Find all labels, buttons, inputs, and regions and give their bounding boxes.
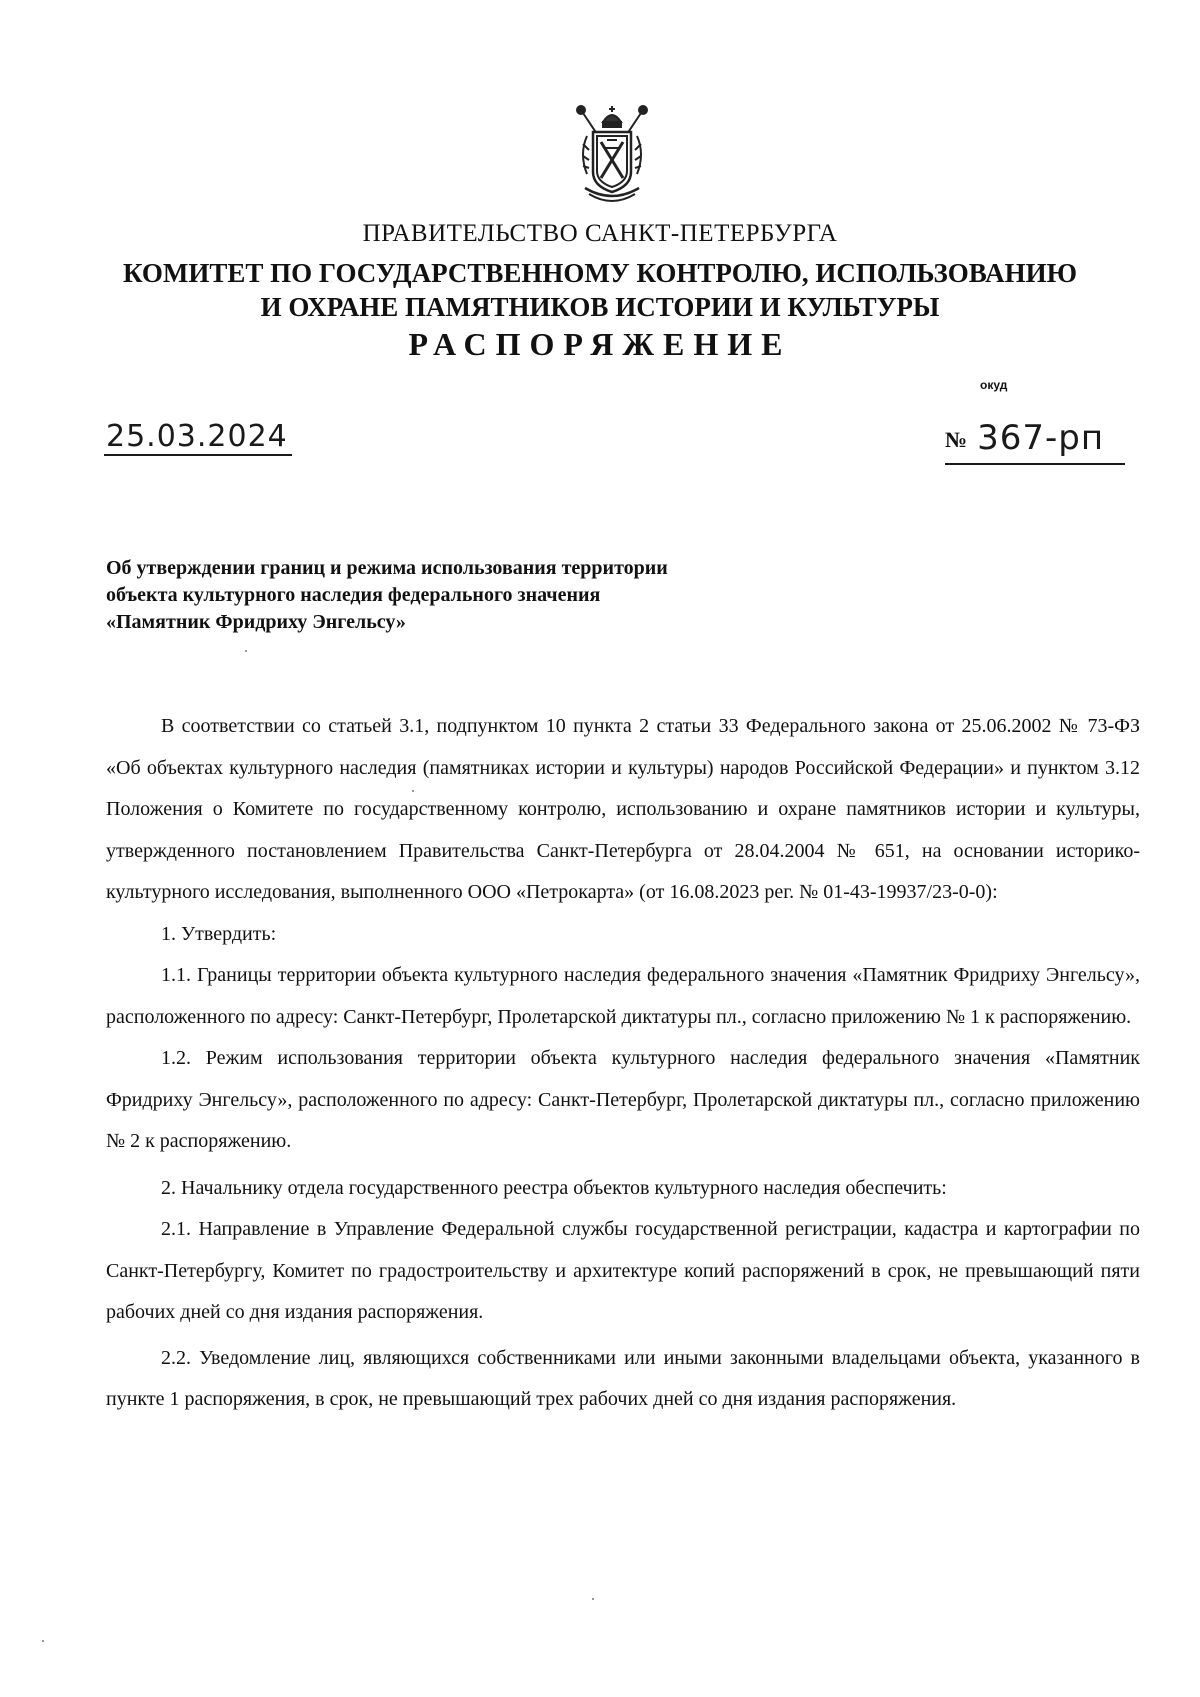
document-date: 25.03.2024 xyxy=(104,420,292,456)
st-petersburg-coat-of-arms-icon xyxy=(573,104,651,204)
item-2-2: 2.2. Уведомление лиц, являющихся собственниками или иными законными владельцами объекта, указанного в пункте 1 распоряжения, в срок, не превышающий трех рабочих дней со дня издания распоряжения. xyxy=(106,1346,1140,1410)
okud-label: окуд xyxy=(980,378,1008,392)
number-sign: № xyxy=(945,427,968,452)
item-1-1: 1.1. Границы территории объекта культурного наследия федерального значения «Памятник Фридриху Энгельсу», расположенного по адресу: Санкт-Петербург, Пролетарской диктатуры пл., согласно приложению № 1 к распоряжению. xyxy=(106,964,1140,1028)
document-body xyxy=(106,706,1140,1421)
government-name: ПРАВИТЕЛЬСТВО САНКТ-ПЕТЕРБУРГА xyxy=(362,220,838,247)
committee-name-line-2: И ОХРАНЕ ПАМЯТНИКОВ ИСТОРИИ И КУЛЬТУРЫ xyxy=(260,292,940,322)
scan-speck xyxy=(245,650,247,652)
subject-line: Об утверждении границ и режима использования территории xyxy=(106,557,668,579)
subject-line: «Памятник Фридриху Энгельсу» xyxy=(106,611,406,633)
scan-speck xyxy=(412,790,414,792)
document-subject xyxy=(106,555,866,636)
number-value: 367-рп xyxy=(977,418,1105,458)
scan-speck xyxy=(42,1640,44,1642)
preamble-paragraph: В соответствии со статьей 3.1, подпунктом 10 пункта 2 статьи 33 Федерального закона от 25.06.2002 № 73-ФЗ «Об объектах культурного наследия (памятниках истории и культуры) народов Российской Федерации» и пунктом 3.12 Положения о Комитете по государственному контролю, использованию и охране памятников истории и культуры, утвержденного постановлением Правительства Санкт-Петербурга от 28.04.2004 № 651, на основании историко-культурного исследования, выполненного ООО «Петрокарта» (от 16.08.2023 рег. № 01-43-19937/23-0-0): xyxy=(106,715,1140,903)
item-2-1: 2.1. Направление в Управление Федеральной службы государственной регистрации, кадастра и картографии по Санкт-Петербургу, Комитет по градостроительству и архитектуре копий распоряжений в срок, не превышающий пяти рабочих дней со дня издания распоряжения. xyxy=(106,1218,1140,1323)
scan-speck xyxy=(592,1598,594,1600)
subject-line: объекта культурного наследия федерального значения xyxy=(106,584,601,606)
committee-name-line-1: КОМИТЕТ ПО ГОСУДАРСТВЕННОМУ КОНТРОЛЮ, ИСПОЛЬЗОВАНИЮ xyxy=(123,258,1077,288)
document-type-title: РАСПОРЯЖЕНИЕ xyxy=(408,326,792,362)
item-1: 1. Утвердить: xyxy=(161,922,277,945)
document-number xyxy=(945,420,1125,465)
item-1-2: 1.2. Режим использования территории объекта культурного наследия федерального значения «Памятник Фридриху Энгельсу», расположенного по адресу: Санкт-Петербург, Пролетарской диктатуры пл., согласно приложению № 2 к распоряжению. xyxy=(106,1047,1140,1152)
item-2: 2. Начальнику отдела государственного реестра объектов культурного наследия обеспечить: xyxy=(161,1176,947,1199)
